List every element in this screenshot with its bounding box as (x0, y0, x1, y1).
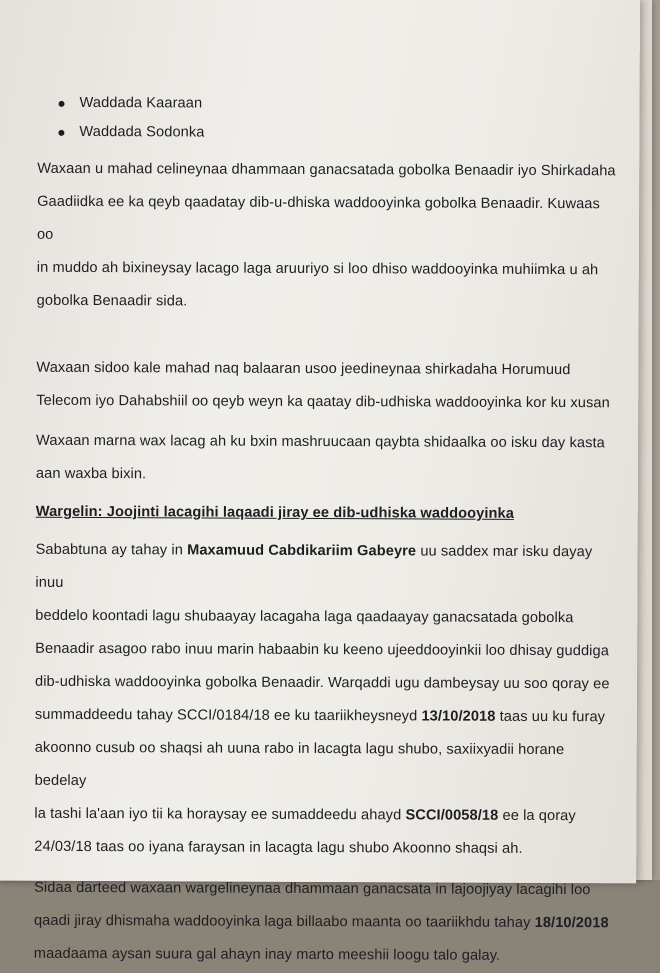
text-line: 24/03/18 taas oo iyana faraysan in lacagta lagu shubo Akoonno shaqsi ah. (34, 838, 523, 857)
document-body (34, 93, 618, 973)
text-line: dib-udhiska waddooyinka gobolka Benaadir. Warqaddi ugu dambeysay uu soo qoray ee (34, 673, 610, 693)
paragraph-thanks-companies (36, 352, 616, 421)
text-line: Sidaa darteed waxaan wargelineynaa dhammaan ganacsata in lajoojiyay lacagihi loo (34, 879, 591, 899)
text-line: in muddo ah bixineysay lacago laga aruuriyo si loo dhiso waddooyinka muhiimka u ah (36, 259, 599, 279)
text-line: akoonno cusub oo shaqsi ah uuna rabo in lacagta lagu shubo, saxiixyadii horane bedelay (34, 739, 565, 789)
list-item (37, 93, 617, 125)
text-line (35, 534, 615, 603)
text-segment: qaadi jiray dhismaha waddooyinka laga billaabo maanta oo taariikhdu tahay (33, 912, 535, 931)
paragraph-reason (34, 534, 615, 867)
text-line: aan waxba bixin. (35, 465, 147, 483)
text-segment: Sababtuna ay tahay in (35, 541, 188, 559)
text-segment: uu saddex mar isku dayay inuu (35, 543, 593, 591)
text-line: gobolka Benaadir sida. (36, 292, 188, 310)
text-line (35, 699, 615, 735)
text-line: Waxaan u mahad celineynaa dhammaan ganacsatada gobolka Benaadir iyo Shirkadaha (37, 160, 616, 180)
text-segment: la tashi la'aan iyo tii ka horaysay ee sumaddeedu ahayd (34, 805, 406, 824)
notice-heading: Wargelin: Joojinti lacagihi laqaadi jiray ee dib-udhiska waddooyinka (35, 503, 515, 522)
text-line (34, 905, 614, 941)
text-line: beddelo koontadi lagu shubaayay lacagaha laga qaadaayay ganacsatada gobolka (35, 607, 574, 627)
bullet-icon (58, 130, 64, 136)
text-line: Waxaan marna wax lacag ah ku bxin mashruucaan qaybta shidaalka oo isku day kasta (36, 432, 605, 452)
list-item (37, 122, 617, 154)
list-item-text: Waddada Kaaraan (79, 94, 203, 112)
bullet-icon (59, 101, 65, 107)
list-item-text: Waddada Sodonka (79, 123, 205, 141)
paragraph-fuel-section (36, 425, 616, 494)
paragraph-conclusion (34, 872, 614, 973)
text-line: Telecom iyo Dahabshiil oo qeyb weyn ka qaatay dib-udhiska waddooyinka kor ku xusan (36, 392, 610, 412)
reference-number: SCCI/0058/18 (405, 807, 499, 824)
text-line: maadaama aysan suura gal ahayn inay marto meeshii loogu talo galay. (33, 945, 501, 964)
text-line: Gaadiidka ee ka qeyb qaadatay dib-u-dhiska waddooyinka gobolka Benaadir. Kuwaas oo (36, 193, 600, 243)
paragraph-thanks-traders (37, 153, 618, 321)
road-list (37, 93, 617, 154)
text-line: Waxaan sidoo kale mahad naq balaaran usoo jeedineynaa shirkadaha Horumuud (36, 359, 571, 379)
text-segment: summaddeedu tahay SCCI/0184/18 ee ku taariikheysneyd (34, 706, 422, 725)
person-name: Maxamuud Cabdikariim Gabeyre (187, 542, 417, 560)
text-line: Benaadir asagoo rabo inuu marin habaabin ku keeno ujeeddooyinkii loo dhisay guddiga (35, 640, 610, 660)
letter-date: 13/10/2018 (421, 708, 496, 725)
effective-date: 18/10/2018 (534, 914, 609, 932)
text-segment: ee la qoray (498, 807, 576, 825)
text-line (34, 798, 614, 834)
text-segment: taas uu ku furay (495, 708, 606, 726)
